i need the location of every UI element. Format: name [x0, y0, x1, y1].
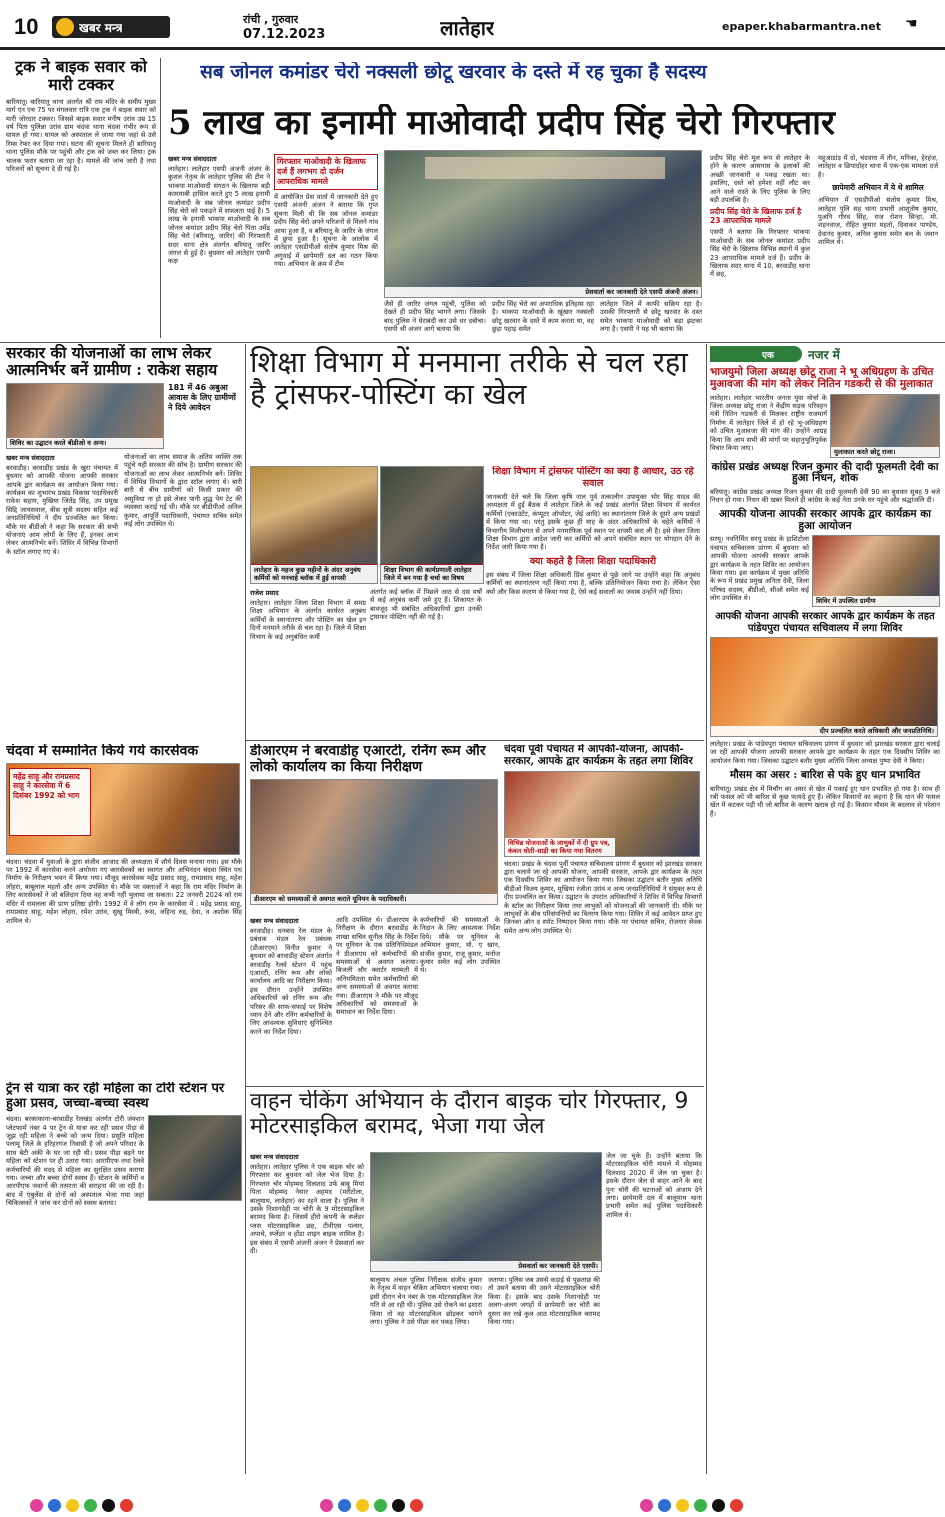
registration-dot: [694, 1499, 707, 1512]
nazar-h2: कांग्रेस प्रखंड अध्यक्ष रिजन कुमार की दादी फूलमती देवी का हुआ निधन, शोक: [711, 460, 939, 485]
registration-dot: [730, 1499, 743, 1512]
train-photo: [148, 1115, 242, 1201]
nazar-b4: लातेहार। प्रखंड के पांडेयपुरा पंचायत सचिवालय प्रांगण में बुधवार को झारखंड सरकार द्वारा चलाई जा रही आपकी योजना आपकी सरकार आपके द्वार कार्यक्रम के तहत एक दिवसीय शिविर का आयोजन किया गया। जिसका उद्घाटन बतौर मुख्य अतिथि जिला अध्यक्ष पुष्पा देवी ने किया।: [710, 739, 940, 765]
drm-col3: कर्मचारियों की समस्याओं के निदान के लिए आवश्यक निर्देश दिये। मौके पर यूनियन के अभिमान कुमार, मो. ए खान, संजीव कुमार, राजू कुमार, मनोज कुमार समेत कई लोग उपस्थित थे।: [420, 916, 500, 975]
divider: [0, 342, 945, 343]
registration-dot: [374, 1499, 387, 1512]
edu-photo-2: [380, 466, 484, 584]
rakesh-headline: सरकार की योजनाओं का लाभ लेकर आत्मनिर्भर बनें ग्रामीण : राकेश सहाय: [6, 344, 218, 380]
nazar-cap-3: शिविर में उपस्थित ग्रामीण: [813, 596, 939, 606]
rakesh-col2-text: योजनाओं का लाभ समाज के अंतिम व्यक्ति तक पहुंचे यही सरकार की सोच है। ग्रामीण सरकार की योजनाओं का लाभ लेकर आत्मनिर्भर बनें। शिविर में विभिन्न विभागों के द्वारा स्टॉल लगाए थे। बारी बारी से बीच ग्रामीणों को किसी प्रकार की असुविधा ना हो इसे लेकर पानी शुद्ध पेय टेट की व्यवस्था कराई गई थी। मौके पर बीडीपीओ अनिल कुमार, आपूर्ति पदाधिकारी, पंचायत सचिव समेत कई लोग उपस्थित थे।: [124, 452, 242, 528]
edu-side-red: शिक्षा विभाग में ट्रांसफर पोस्टिंग का क्या है आधार, उठ रहे सवाल: [492, 466, 694, 489]
lead-col7: [818, 154, 938, 340]
lead-col6: [710, 154, 810, 340]
registration-dot: [676, 1499, 689, 1512]
banner-decoration: [425, 157, 665, 179]
registration-dot: [48, 1499, 61, 1512]
aapki-body: चंदवा। प्रखंड के चंदवा पूर्वी पंचायत सचिवालय प्रांगण में बुधवार को झारखंड सरकार द्वारा चलाये जा रहे आपकी योजना, आपकी सरकार, आपके द्वार कार्यक्रम के तहत एक दिवसीय शिविर का आयोजन किया गया। जिसका उद्घाटन बतौर मुख्य अतिथि बीडीओ विजय कुमार, मुखिया रंजीता उरांव व अन्य जनप्रतिनिधियों ने संयुक्त रूप से दीप प्रज्वलित कर किया। उद्घाटन के उपरांत अधिकारियों ने शिविर में विभिन्न विभागों के स्टॉल का निरीक्षण किया तथा लाभुकों को योजनाओं की जानकारी दी। मौके पर लाभुकों के बीच परिसंपत्तियों का वितरण किया गया। शिविर में कई आवेदन प्राप्त हुए जिनका ऑन द स्पॉट निष्पादन किया गया। मौके पर पंचायत सचिव, रोजगार सेवक समेत अन्य लोग उपस्थित थे।: [504, 859, 702, 935]
drm-col1: [250, 916, 332, 1084]
temple-body: चंदवा। चंदवा में युवाओं के द्वारा संजीव आजाद की अध्यक्षता में शौर्य दिवस मनाया गया। इस मौके पर 1992 में कारसेवा करने अयोध्या गए कारसेवकों का स्वागत और अभिनंदन चंदवा स्थित पथ निर्माण के निरीक्षण भवन में किया गया। मौजूद कारसेवक महेंद्र प्रसाद साहू, रामप्रसाद साहू, महेश लोहरा, बाबूलाल महतो और अन्य उपस्थित थे। मौके पर वक्ताओं ने कहा कि राम मंदिर निर्माण के लिए कारसेवकों ने जो बलिदान दिया वह कभी नहीं भुलाया जा सकता। 22 जनवरी 2024 को राम मंदिर में रामलला की प्राण प्रतिष्ठा होगी। 1992 में वे लोग राम के कारसेवा में : महेंद्र प्रसाद साहू, रामप्रसाद साहू, महेश लोहरा, रमेश उरांव, सुखु मिस्त्री, रूस, जहिन्द रुद्र, देवा, व अशोक सिंह शामिल थे।: [6, 857, 242, 925]
registration-dot: [120, 1499, 133, 1512]
edu-headline: शिक्षा विभाग में मनमाना तरीके से चल रहा है ट्रांसफर-पोस्टिंग का खेल: [250, 346, 688, 411]
registration-dot: [640, 1499, 653, 1512]
drm-byline: खबर मन्त्र संवाददाता: [250, 917, 299, 925]
aapki-photo-caption: विभिन्न योजनाओं के लाभुकों में दी ग्रुप पत्र, कंबल धोती-साड़ी का किया गया वितरण: [505, 838, 615, 856]
lead-col7b-text: अभियान में एसडीपीओ संतोष कुमार मिश्र, लातेहार पुलि सह थाना प्रभारी आशुतोष कुमार, पुअनि गौरव सिंह, राज रोशन सिन्हा, मो. शहनवाज़, रोहित कुमार महतो, दिवाकर पाण्डेय, देवानंद कुमार, अनिल कुमार समेत बल के जवान शामिल थे।: [818, 196, 938, 247]
nazar-b1: लातेहार। लातेहार भारतीय जनता युवा मोर्चा के जिला अध्यक्ष छोटू राजा ने केंद्रीय सड़क परिवहन मंत्री नितिन गडकरी से मिलकर राष्ट्रीय राजमार्ग निर्माण में लातेहार जिले में हो रहे भू-अधिग्रहण को उचित मुआवजा की मांग की। उन्होंने आग्रह किया कि आप सभी की मांगों पर सहानुभूतिपूर्वक विचार किया जाए।: [710, 393, 827, 452]
registration-dot: [320, 1499, 333, 1512]
lead-sub3: छापेमारी अभियान में ये थे शामिल: [832, 183, 924, 193]
rakesh-badge: 181 में 46 अबुआ आवास के लिए ग्रामीणों ने दिये आवेदन: [6, 383, 242, 413]
drm-col1-text: बरवाडीह। धनबाद रेल मंडल के प्रबंधक मंडल रेल प्रबंधक (डीआरएम) विनीत कुमार ने बुधवार को बरवाडीह स्टेशन अंतर्गत बरवाडीह रेलवे स्टेशन में पहुंच एआरटी, रनिंग रूम और लोको कार्यालय आदि का निरीक्षण किया। इस दौरान उन्होंने उपस्थित अधिकारियों को रनिंग रूम और परिसर की साफ-सफाई पर विशेष ध्यान देने और रनिंग कर्मचारियों के लिए आवश्यक सुविधाएं सुनिश्चित करने का निर्देश दिया।: [250, 927, 332, 1036]
drm-headline: डीआरएम ने बरवाडीह एआरटी, रनिंग रूम और लोको कार्यालय का किया निरीक्षण: [250, 744, 486, 775]
nazar-title: नजर में: [808, 348, 840, 362]
pointer-hand-icon: ☚: [905, 16, 918, 32]
nazar-photo-3: [812, 535, 940, 607]
train-headline: ट्रेन से यात्रा कर रही महिला का टोरी स्टेशन पर हुआ प्रसव, जच्चा-बच्चा स्वस्थ: [6, 1082, 225, 1111]
header-date: 07.12.2023: [243, 27, 326, 42]
aapki-headline: चंदवा पूर्वी पंचायत में आपकी-योजना, आपकी-सरकार, आपके द्वार कार्यक्रम के तहत लगा शिविर: [504, 744, 693, 767]
lead-box: [274, 154, 378, 190]
edu-side-body: जानकारी देते चले कि जिला कृषि नाल पूर्व तत्कालीन उपायुक्त भोर सिंह यादव की अध्यक्षता में हुई बैठक में लातेहार जिले के कई प्रखंड अंतर्गत शिक्षा विभाग में कार्यरत कर्मियों (एकाउंटेंट, कंप्यूटर ऑपरेटर, जेई आदि) का स्थानांतरण जिले के दूसरे अन्य प्रखंडों में किया गया था। परंतु इसके कुछ ही माह के अंदर अधिकारियों के चहेते कर्मियों ने विभागीय मिलीभगत से अपने मनमाफिक पूर्व स्थान पर वापसी करा ली है। इसे लेकर जिला शिक्षा विभाग द्वारा आदेश जारी कर कर्मियों को अपने संबंधित स्थान पर योगदान देने के निर्देश जारी किया गया है।: [486, 493, 700, 552]
nazar-tag-text: एक: [762, 351, 774, 361]
registration-dot: [102, 1499, 115, 1512]
lead-col2: [274, 154, 378, 340]
truck-body: बारियातू। बारियातू थाना अंतर्गत श्री राम मंदिर के समीप मुख्य मार्ग एन एच 75 पर मंगलवार रात्रि एक ट्रक ने बाइक सवार को मारी जोरदार टक्कर। जिससे बाइक सवार मनीष उरांव उम्र 15 वर्ष पिता पुलिन्ना उरांव ग्राम चंदवा थाना चंदवा गंभीर रूप से घायल हो गया। घायल को अस्पताल ले जाया गया जहां से उसे रिम्स रेफर कर दिया गया। घटना की सूचना मिलते ही बारियातू थाना पुलिस मौके पर पहुंची और ट्रक को जब्त कर लिया। ट्रक चालक फरार बताया जा रहा है। मामले की जांच जारी है तथा परिजनों को सूचना दे दी गई है।: [6, 97, 156, 174]
lead-col6-text: प्रदीप सिंह चेरो मूल रूप से लातेहार के होने के कारण आसपास के इलाकों की अच्छी जानकारी व पकड़ रखता था। इसलिए, दस्ते को हमेशा वहीं लौट कर आने वाले रास्ते के लिए पुलिस के लिए बड़ी उपलब्धि है।: [710, 154, 810, 205]
lead-byline: खबर मन्त्र संवाददाता: [168, 155, 217, 163]
bike-col2: बालूमाथ अंचल पुलिस निरीक्षक संजीव कुमार के नेतृत्व में वाहन चेकिंग अभियान चलाया गया। इसी दौरान चेन नंबर के एक मोटरसाइकिल तेज गति से आ रही थी। पुलिस उसे रोकने का इशारा किया तो वह मोटरसाइकिल छोड़कर भागने लगा। पुलिस ने उसे पीछा कर पकड़ लिया।: [370, 1276, 482, 1327]
brand-name: खबर मन्त्र: [79, 21, 123, 35]
lead-col3: जैसे ही जारिर जंगल पहुंची, पुलिस को देखते ही प्रदीप सिंह भागने लगा। जिसके बाद पुलिस ने घेराबंदी कर उसे धर दबोचा। एसपी श्री अंजन आगे बताया कि: [384, 300, 486, 334]
nazar-tag: [710, 346, 802, 362]
divider: [706, 344, 707, 1474]
nazar-photo-4: [710, 637, 938, 737]
nazar-b2: बरियातू। कांग्रेस प्रखंड अध्यक्ष रिजन कुमार की दादी फूलमती देवी 90 का बुधवार सुबह 9 बजे निधन हो गया। निधन की खबर मिलते ही कांग्रेस के कई नेता उनके घर पहुंचे और श्रद्धांजलि दी।: [710, 488, 940, 505]
temple-article: [6, 744, 242, 1082]
registration-dots: [0, 1499, 945, 1513]
edu-cap-2: शिक्षा विभाग की कार्यप्रणाली लातेहार जिले में बन गया है चर्चा का विषय: [381, 564, 483, 583]
divider: [245, 344, 246, 1474]
nazar-photo-1: [830, 394, 940, 458]
nazar-cap-4: दीप प्रज्वलित करते अधिकारी और जनप्रतिनिधि।: [711, 726, 937, 736]
edu-col2: अंतर्गत कई ब्लॉक में पिछले आठ से दस वर्षों से कई अनुबंध कर्मी जमे हुए हैं। शिकायत के बावजूद भी संबंधित अधिकारियों द्वारा उनकी ट्रांसफर पोस्टिंग नहीं की गई है।: [370, 588, 482, 622]
lead-headline: 5 लाख का इनामी माओवादी प्रदीप सिंह चेरो गिरफ्तार: [168, 104, 835, 143]
temple-photo: [6, 763, 240, 855]
bike-photo: [370, 1152, 602, 1272]
edu-photo-1: [250, 466, 378, 584]
registration-dot: [658, 1499, 671, 1512]
divider: [246, 1086, 704, 1087]
divider: [246, 740, 704, 741]
registration-dot: [410, 1499, 423, 1512]
nazar-h3: आपकी योजना आपकी सरकार आपके द्वार कार्यक्रम का हुआ आयोजन: [719, 507, 931, 532]
aapki-photo: [504, 771, 700, 857]
lead-col1-text: लातेहार। लातेहार एसपी अंजनी अंजन के कुशल नेतृत्व के लातेहार पुलिस की टीम ने भाकपा माओवादी संगठन के खिलाफ बड़ी कामयाबी हासिल करते हुए 5 लाख इनामी माओवादी के सब जोनल कमांडर प्रदीप सिंह चेरो को पकड़ने में सफलता पाई है। 5 लाख के इनामी भाकपा माओवादी के सब जोनल कमांडर प्रदीप सिंह चेरो पिता उमेंद्र सिंह चेरो (बरियातू, जारिर) की गिरफ्तारी सदर थाना क्षेत्र अंतर्गत बरियातू जारिर जंगल से हुई है। बुधवार को लातेहार एसपी कक्ष: [168, 165, 270, 266]
header-place-day: रांची , गुरुवार: [243, 13, 299, 26]
truck-headline: ट्रक ने बाइक सवार को मारी टक्कर: [15, 58, 147, 94]
nazar-b3: सरयू। नवनिर्मित सरयू प्रखंड के हाशिटोला पंचायत सचिवालय प्रांगण में बुधवार को आपकी योजना आपकी सरकार आपके द्वार कार्यक्रम के तहत शिविर का आयोजन किया गया। इस कार्यक्रम में मुख्य अतिथि के रूप में प्रखंड प्रमुख अनिता देवी, जिला परिषद सदस्य, बीडीओ, सीओ समेत कई लोग उपस्थित थे।: [710, 535, 809, 603]
temple-box: [9, 768, 91, 836]
rakesh-byline: खबर मन्त्र संवाददाता: [6, 453, 55, 462]
aapki-article: [504, 744, 702, 1084]
masthead: [0, 0, 945, 50]
bike-col3: जताया। पुलिस जब उससे कड़ाई से पूछताछ की तो उसने बताया की उसने मोटरसाइकिल चोरी किया है। इसके बाद उसके निशानदेही पर अलग-अलग जगहों में छापेमारी कर चोरी का दूसरा कर रखे कुल आठ मोटरसाइकिल बरामद किया गया।: [488, 1276, 600, 1327]
registration-dot: [30, 1499, 43, 1512]
nazar-h5: मौसम का असर : बारिश से पके हुए धान प्रभावित: [729, 768, 921, 781]
lead-col5: लातेहार जिले में काफी सक्रिय रहा है। उसकी गिरफ्तारी से छोटू खरवार के दस्त समेत भाकपा माओवादी को बड़ा झटका लगा है। एसपी ने यह भी बताया कि: [600, 300, 702, 334]
edu-cap-1: लातेहार के महज कुछ महीनों के अंदर अनुबंध कर्मियों को मनचाहे ब्लॉक में हुई वापसी: [251, 564, 377, 583]
registration-dot: [84, 1499, 97, 1512]
bike-photo-caption: प्रेसवार्ता कर जानकारी देते एसपी।: [371, 1261, 601, 1271]
train-article: [6, 1082, 242, 1474]
epaper-url[interactable]: epaper.khabarmantra.net: [722, 20, 881, 33]
lead-col6b-text: एसपी ने बताया कि गिरफ्तार भाकपा माओवादी के सब जोनल कमांडर प्रदीप सिंह चेरो के खिलाफ विभिन्न स्थानों में कुल 23 आपराधिक मामले दर्ज हैं। प्रदीप के खिलाफ सदर थाना में 10, बरवाडीह थाना में छह,: [710, 228, 810, 279]
truck-article: [6, 58, 156, 344]
edu-side: [486, 466, 700, 736]
drm-photo-caption: डीआरएम को समस्याओं से अवगत कराते यूनियन के पदाधिकारी।: [251, 894, 497, 904]
lead-kicker: सब जोनल कमांडर चेरो नक्सली छोटू खरवार के दस्ते में रह चुका है सदस्य: [200, 62, 707, 83]
temple-box-text: महेंद्र साहू और रामप्रसाद साहू ने कारसेवा में 6 दिसंबर 1992 को भाग: [13, 771, 80, 800]
rakesh-photo: [6, 383, 164, 449]
bike-byline: खबर मन्त्र संवाददाता: [250, 1153, 299, 1161]
bike-headline: वाहन चेकिंग अभियान के दौरान बाइक चोर गिरफ्तार, 9 मोटरसाइकिल बरामद, भेजा गया जेल: [250, 1090, 689, 1139]
brand-logo-icon: [56, 18, 74, 36]
temple-headline: चंदवा में सम्मानित किये गये कारसेवक: [6, 744, 199, 759]
rakesh-article: [6, 344, 242, 742]
rakesh-photo-caption: शिविर का उद्घाटन करते बीडीओ व अन्य।: [7, 438, 163, 448]
edu-col1-text: लातेहार। लातेहार जिला शिक्षा विभाग में समग्र शिक्षा अभियान के अंतर्गत कार्यरत अनुबंध कर्मियों के स्थानांतरण और पोस्टिंग का खेल इन दिनों मनमाने तरीके से चल रहा है। जिले में शिक्षा विभाग के कई अनुबंधित कर्मी: [250, 599, 366, 641]
edu-col1: [250, 588, 366, 736]
lead-box-text: गिरफ्तार माओवादी के खिलाफ दर्ज हैं लगभग दो दर्जन आपराधिक मामले: [277, 157, 366, 186]
bike-col1-text: लातेहार। लातेहार पुलिस ने एक बाइक चोर को गिरफ्तार कर बुधवार को जेल भेज दिया है। गिरफ्तार चोर मोहम्मद दिलशाद उर्फ बाबू मियां पिता मोहम्मद नेसार अहमद (मरीटोला, बालूमाथ, लातेहार) का रहने वाला है। पुलिस ने उसके निशानदेही पर चोरी के 9 मोटरसाइकिल बरामद किया है। जिसमें हीरो कंपनी के स्प्लेंडर प्लस मोटरसाइकिल छह, टीवीएस पल्सर, अपाचे, स्प्लेंडर व होंडा शाइन बाइक शामिल है। इस संबंध में एसपी अंजनी अंजन ने प्रेसवार्ता कर दी।: [250, 1163, 364, 1256]
lead-col1: [168, 154, 270, 340]
edu-side-body2: इस संबंध में जिला शिक्षा अधिकारी प्रिंस कुमार से पूछे जाने पर उन्होंने कहा कि अनुबंध कर्मियों का स्थानांतरण नहीं किया गया है, बल्कि प्रतिनियोजन किया गया है। लेकिन ऐसा क्यों और किस कारण से किया गया है, ऐसे कई सवालों का जवाब उन्होंने नहीं दिया।: [486, 570, 700, 596]
registration-dot: [392, 1499, 405, 1512]
rakesh-col1-text: बरवाडीह। बरवाडीह प्रखंड के खुरा पंचायत में बुधवार को आपकी योजना आपकी सरकार आपके द्वार कार्यक्रम का आयोजन किया गया। कार्यक्रम का शुभारंभ प्रखंड विकास पदाधिकारी राकेश सहाय, मुखिया जितेंद्र सिंह, उप प्रमुख सिद्दि जायसवाल, बीस सूत्री सदस्य सहित कई जनप्रतिनिधियों ने दीप प्रज्वलित कर किया। मौके पर बीडीओ ने कहा कि सरकार की सभी योजनाएं आम लोगों के लिए हैं, इनका लाभ लेकर आत्मनिर्भर बनें। शिविर में विभिन्न विभागों के स्टॉल लगाए गए थे।: [6, 463, 118, 556]
train-body: चंदवा। बरकाकाना-बरवाडीह रेलखंड अंतर्गत टोरी जंक्शन प्लेटफार्म नंबर 4 पर ट्रेन से यात्रा कर रही प्रसव पीड़ा से जूझ रही महिला ने बच्चे को जन्म दिया। प्रसूति महिला पलामू जिले के हरिहरगंज निवासी है जो अपने परिवार के साथ बेटी अंकी के घर जा रही थी। प्रसव पीड़ा बढ़ने पर महिला को स्टेशन पर ही उतारा गया। आरपीएफ तथा रेलवे कर्मचारियों की मदद से महिला का सुरक्षित प्रसव कराया गया। जच्चा और बच्चा दोनों स्वस्थ हैं। स्टेशन के कर्मियों व आरपीएफ जवानों की तत्परता की सराहना की जा रही है। बाद में एंबुलेंस से दोनों को अस्पताल भेजा गया जहां चिकित्सकों ने जांच कर दोनों को स्वस्थ बताया।: [6, 1115, 144, 1208]
lead-sub2: प्रदीप सिंह चेरो के खिलाफ दर्ज है 23 आपराधिक मामले: [710, 207, 802, 226]
bike-col4: जेल जा चुके हैं। उन्होंने बताया कि मोटरसाइकिल चोरी मामले में मोहम्मद दिलशाद 2020 में जेल जा चुका है। इसके दौरान जेल से बाहर आने के बाद पुनः चोरी की घटनाओं को अंजाम देने लगा। छापेमारी दल में बालूमाथ थाना प्रभारी समेत कई पुलिस पदाधिकारी शामिल थे।: [606, 1152, 702, 1219]
page-number: 10: [14, 14, 39, 39]
registration-dot: [356, 1499, 369, 1512]
section-title: लातेहार: [440, 16, 495, 40]
brand-bar: [52, 16, 170, 38]
nazar-h4: आपकी योजना आपकी सरकार आपके द्वार कार्यक्रम के तहत पांडेयपुरा पंचायत सचिवालय में लगा शिविर: [715, 611, 935, 634]
drm-photo: [250, 779, 498, 905]
nazar-h1: भाजयुमो जिला अध्यक्ष छोटू राजा ने भू अधिग्रहण के उचित मुआवजा की मांग को लेकर नितिन गडकरी से की मुलाकात: [710, 366, 934, 390]
lead-col7-text: महुआडांड़ में दो, चंदवारा में तीन, मनिका, हेरहंज, लातेहार व छिपादोहर थाना में एक-एक मामला दर्ज है।: [818, 154, 938, 179]
registration-dot: [338, 1499, 351, 1512]
drm-col2: आदि उपस्थित थे। डीआरएम के निरीक्षण के दौरान बरवाडीह के शाखा सचिव सुनील सिंह के निर्देश पर यूनियन के एक प्रतिनिधिमंडल ने डीआरएम को कर्मचारियों की समस्याओं से अवगत कराया। बिजली और क्वार्टर मरम्मती में अनियमितता समेत कर्मचारियों की अन्य समस्याओं से अवगत कराया गया। डीआरएम ने मौके पर मौजूद अधिकारियों को समस्याओं के समाधान का निर्देश दिया।: [336, 916, 418, 1017]
lead-col2-text: में आयोजित प्रेस वार्ता में जानकारी देते हुए एसपी अंजनी अंजन ने बताया कि गुप्त सूचना मिली थी कि सब जोनल कमांडर प्रदीप सिंह चेरो अपने परिजनों से मिलने गांव आया हुआ है, व बरियातू के जारिर के जंगल में छुपा हुआ है। सूचना के आलोक में लातेहार एसडीपीओ संतोष कुमार मिश्र की अगुवाई में छापेमारी दल का गठन किया गया। अभियान के क्रम में टीम: [274, 193, 378, 269]
nazar-b5: बारियातू। प्रखंड क्षेत्र में मिचौंग का असर से खेत में पकाई हुए धान प्रभावित हो गया है। साथ ही रबी फसल को भी बारिश से कुछ फायदे हुए हैं। लेकिन किसानों का कहना है कि धान की फसल खेत में कटकर पड़ी थी जो बारिश के कारण खराब हो गई है। किसान मौसम के बदलाव से परेशान हैं।: [710, 784, 940, 818]
lead-photo-caption: प्रेसवार्ता कर जानकारी देते एसपी अंजनी अंजन।: [385, 287, 701, 297]
edu-byline: राजेश प्रसाद: [250, 589, 279, 597]
lead-photo: [384, 150, 702, 298]
registration-dot: [712, 1499, 725, 1512]
edu-side-red2: क्या कहते है जिला शिक्षा पदाधिकारी: [529, 555, 657, 567]
nazar-cap-1: मुलाकात करते छोटू राजा।: [831, 447, 939, 457]
right-column: [710, 344, 940, 1474]
registration-dot: [66, 1499, 79, 1512]
divider: [160, 58, 161, 338]
bike-col1: [250, 1152, 364, 1474]
lead-col4: प्रदीप सिंह चेरो का अपराधिक इतिहास रहा है। भाकपा माओवादी के खूंखार नक्सली छोटू खरवार के दस्ते में काम करता था, वह छुड़ा पहाड़ समेत: [492, 300, 594, 334]
